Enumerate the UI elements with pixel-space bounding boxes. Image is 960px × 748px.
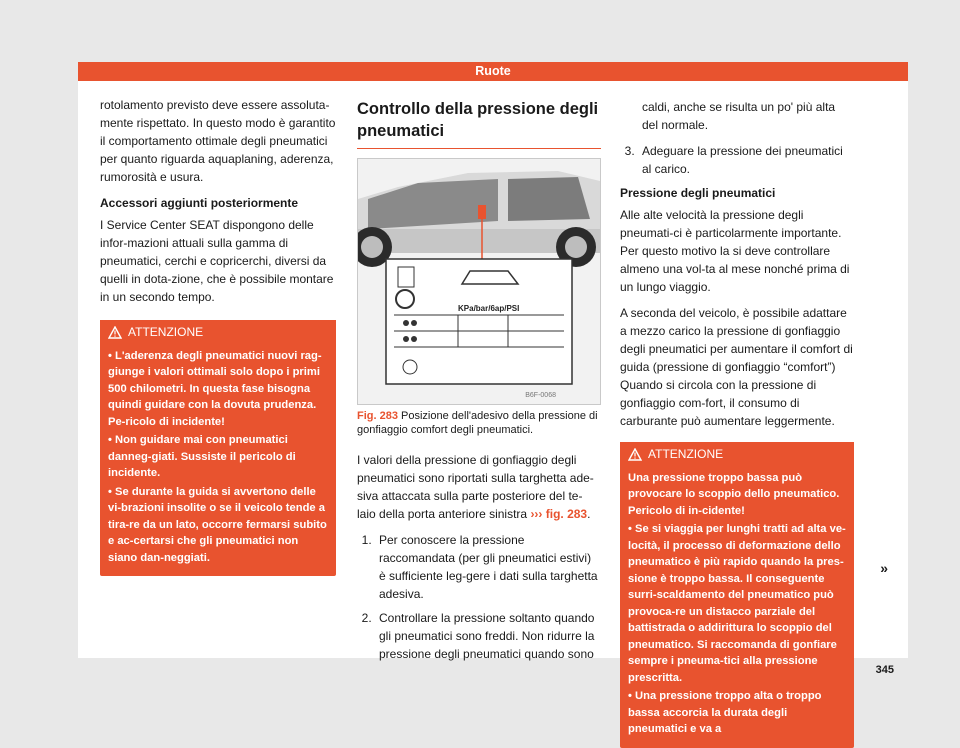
- pressione-paragraph-1: Alle alte velocità la pressione degli pneumati-ci è particolarmente importante. Per questo motivo la si deve controllare almeno una vol-ta al mese nonché prima di un lungo viaggio.: [620, 208, 850, 294]
- step-item: 2. Controllare la pressione soltanto quando gli pneumatici sono freddi. Non ridurre la pressione degli pneumatici quando sono: [375, 609, 601, 663]
- caption-number: Fig. 283: [357, 410, 398, 422]
- caption-text: Posizione dell'adesivo della pressione di gonfiaggio comfort degli pneumatici.: [357, 410, 598, 436]
- steps-list-cont: [620, 142, 854, 178]
- column-left: [100, 96, 336, 576]
- warning-bullet: • Una pressione troppo alta o troppo bassa accorcia la durata degli pneumatici e va a: [628, 688, 846, 738]
- column-right: [620, 98, 854, 748]
- warning-triangle-icon: [628, 448, 642, 461]
- chapter-header: Ruote: [78, 62, 908, 81]
- warning-bullet: • Se durante la guida si avvertono delle vi-brazioni insolite o se il veicolo tende a tira-re da un lato, occorre fermarsi subito e ac-certarsi che gli pneumatici non siano dan-neggiati.: [108, 484, 328, 567]
- figure-reference-link[interactable]: ››› fig. 283: [530, 507, 588, 521]
- figure-code: B6F-0068: [525, 392, 556, 399]
- warning-triangle-icon: [108, 326, 122, 339]
- warning-bullet: • Se si viaggia per lunghi tratti ad alta ve-locità, il processo di deformazione dello pneumatico è più rapido quando la pres-sione è troppo bassa. Il conseguente surri-scaldamento del pneumatico può provoca-re un distacco parziale del battistrada o addirittura lo scoppio del pneumatico. Si raccomanda di gonfiare sempre i pneuma-tici alla pressione prescritta.: [628, 521, 846, 686]
- intro-paragraph: rotolamento previsto deve essere assoluta-mente rispettato. In questo modo è garantito il comportamento ottimale degli pneumatici per quanto riguarda aquaplaning, aderenza, rumorosità e usura.: [100, 98, 336, 184]
- label-unit-text: KPa/bar/6ap/PSI: [458, 304, 520, 313]
- warning-title: ATTENZIONE: [128, 325, 204, 339]
- step-item: 3. Adeguare la pressione dei pneumatici al carico.: [638, 142, 854, 178]
- column-middle: [357, 98, 601, 669]
- figure-283: [357, 158, 601, 405]
- step2-continued: caldi, anche se risulta un po' più alta del normale.: [642, 100, 836, 132]
- pressione-heading: Pressione degli pneumatici: [620, 186, 776, 200]
- section-title: Controllo della pressione degli pneumatici: [357, 98, 601, 149]
- step-item: 1. Per conoscere la pressione raccomandata (per gli pneumatici estivi) è sufficiente leg-gere i dati sulla targhetta adesiva.: [375, 531, 601, 603]
- figure-caption: [357, 409, 601, 437]
- pressure-paragraph: I valori della pressione di gonfiaggio degli pneumatici sono riportati sulla targhetta ade-siva attaccata sulla parte posteriore del te-laio della porta anteriore sinistra ››› fig. 283.: [357, 453, 594, 521]
- warning-box-right: [620, 442, 854, 748]
- warning-box-left: [100, 320, 336, 576]
- page-number: 345: [875, 664, 894, 676]
- warning-bullet: • Non guidare mai con pneumatici danneg-giati. Sussiste il pericolo di incidente.: [108, 432, 328, 482]
- warning-title: ATTENZIONE: [648, 447, 724, 461]
- warning-bullet: • L'aderenza degli pneumatici nuovi rag-giunge i valori ottimali solo dopo i primi 500 chilometri. In questa fase bisogna quindi guidare con la dovuta prudenza. Pe-ricolo di incidente!: [108, 348, 328, 431]
- pressione-paragraph-2: A seconda del veicolo, è possibile adattare a mezzo carico la pressione di gonfiaggio degli pneumatici per aumentare il comfort di guida (pressione di gonfiaggio “comfort”) Quando si circola con la pressione di gonfiaggio com-fort, il consumo di carburante può aumentare leggermente.: [620, 306, 853, 428]
- warning-lead: Una pressione troppo bassa può provocare lo scoppio dello pneumatico. Pericolo di in-cidente!: [628, 471, 840, 517]
- manual-page: [78, 62, 908, 735]
- accessori-heading: Accessori aggiunti posteriormente: [100, 196, 299, 210]
- accessori-paragraph: I Service Center SEAT dispongono delle infor-mazioni attuali sulla gamma di pneumatici, cerchi e copricerchi, diversi da quelli in dota-zione, che è possibile montare in un secondo tempo.: [100, 218, 334, 304]
- continue-mark: »: [880, 560, 888, 576]
- steps-list: [357, 531, 601, 663]
- car-door-label-illustration: [358, 159, 600, 404]
